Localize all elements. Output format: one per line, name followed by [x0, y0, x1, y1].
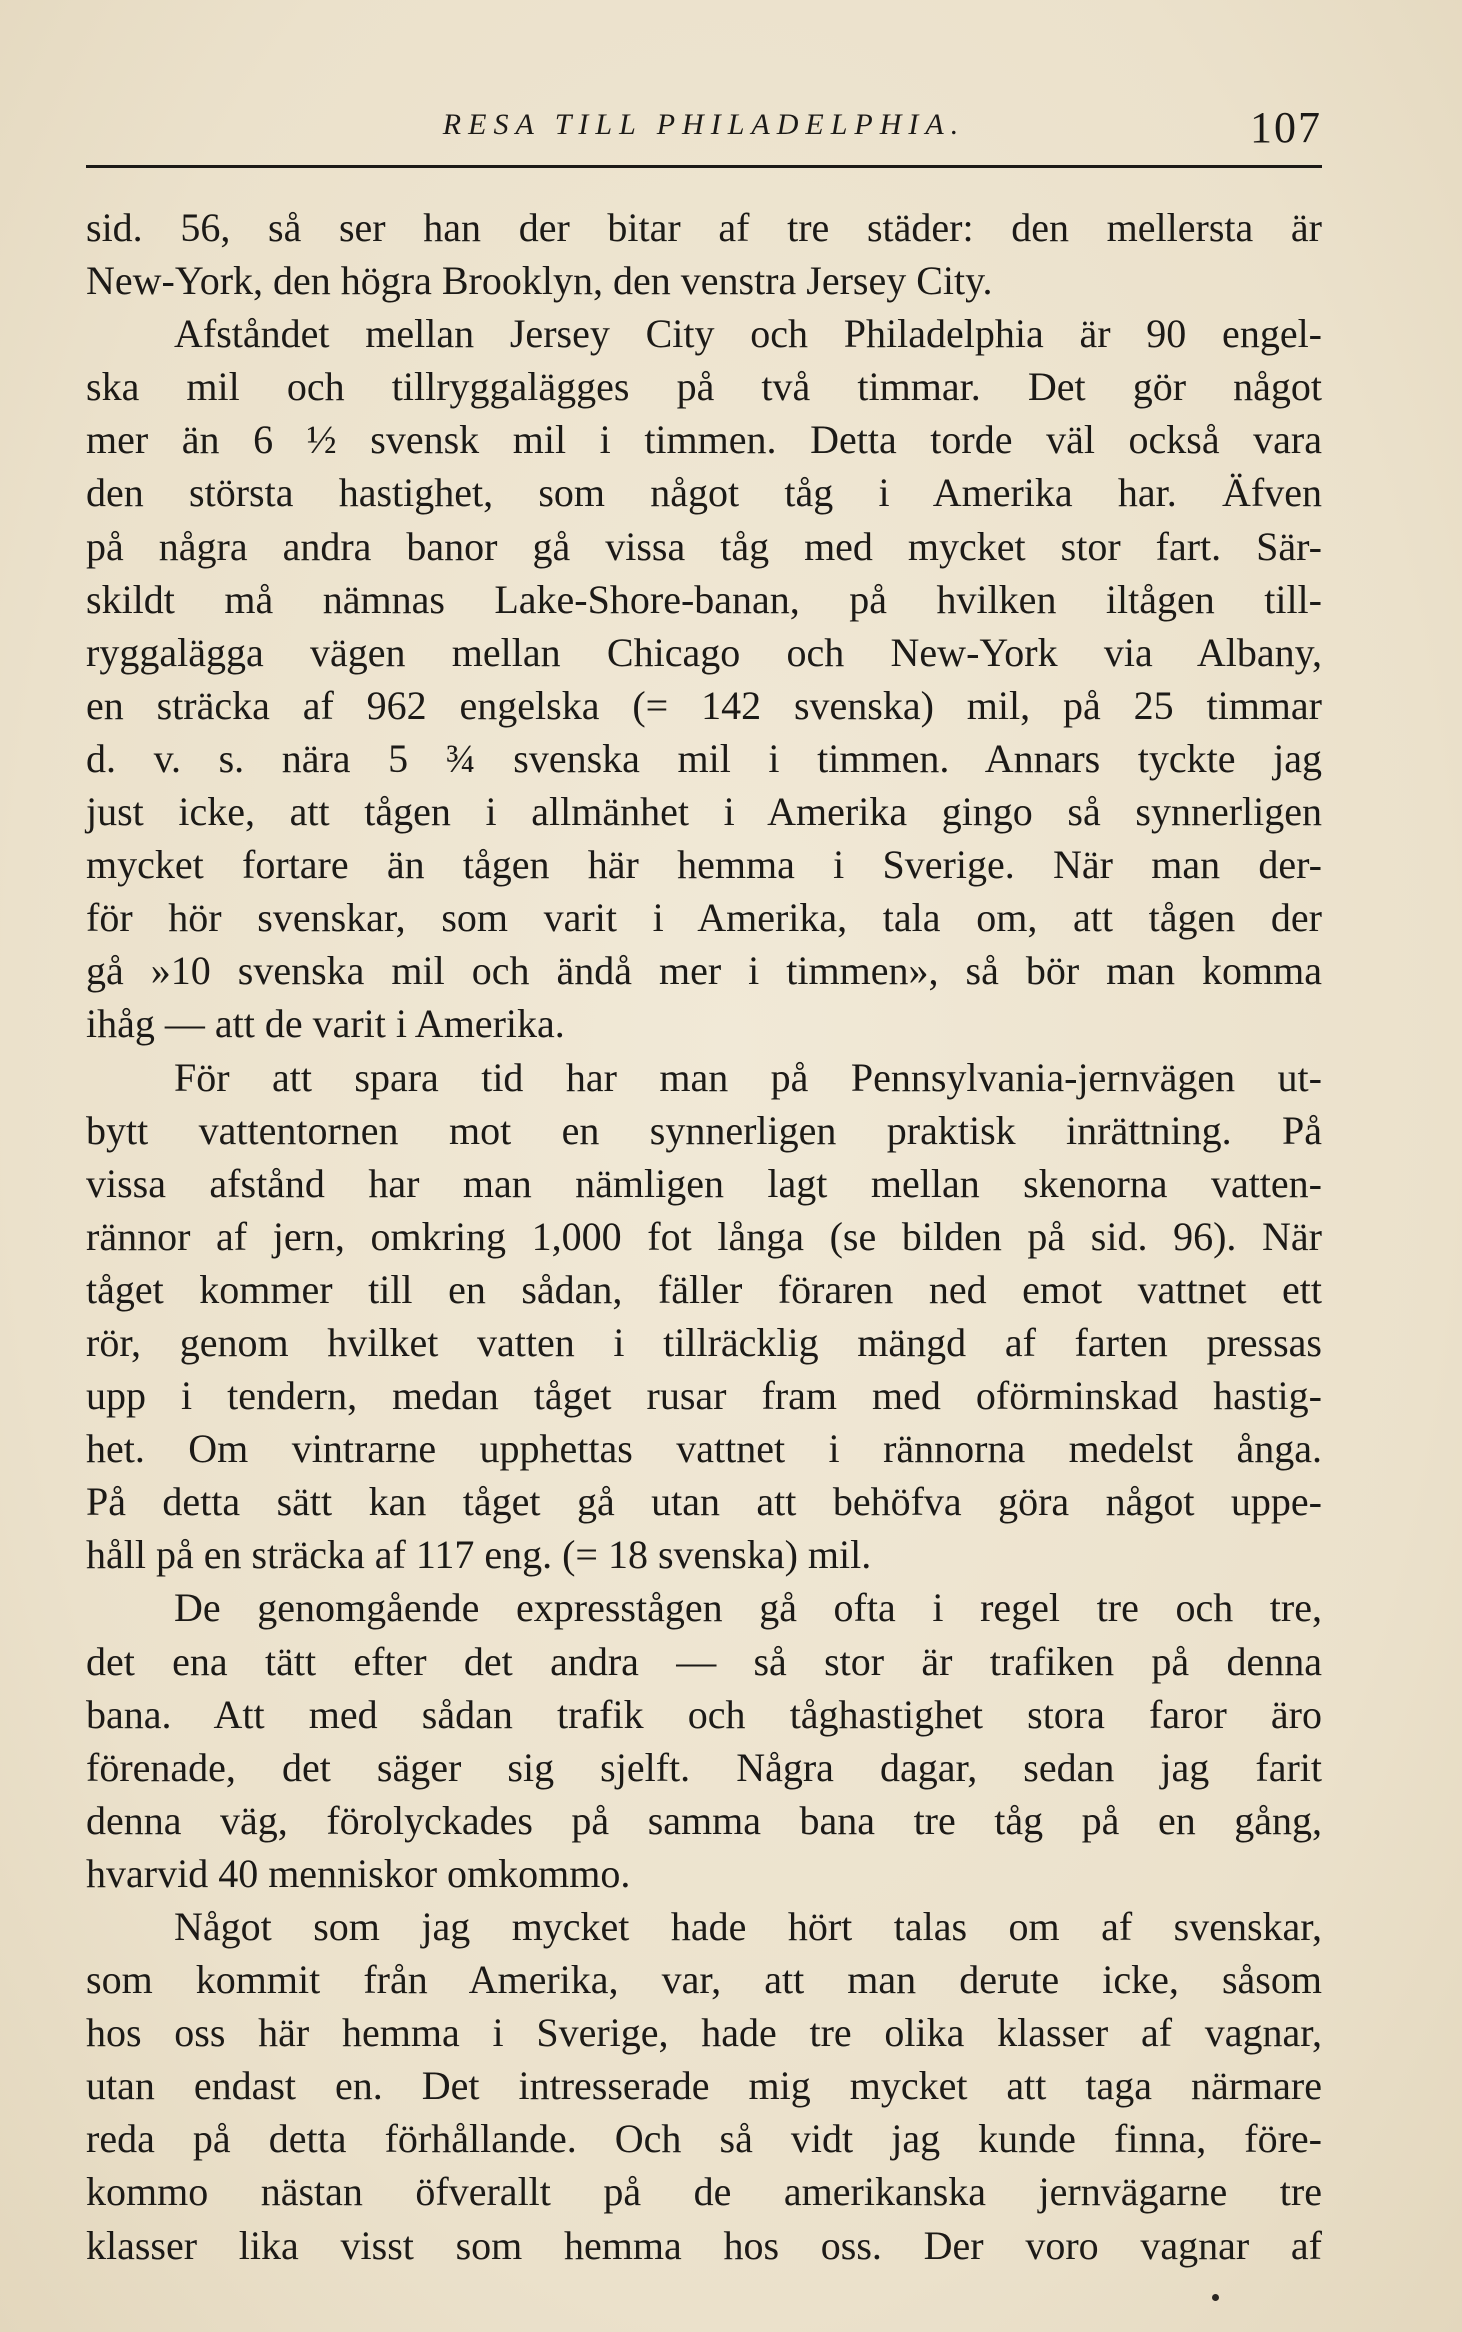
text-line: utan endast en. Det intresserade mig mycket att taga närmare — [86, 2063, 1322, 2109]
text-line: New-York, den högra Brooklyn, den venstra Jersey City. — [86, 258, 993, 304]
text-line: en sträcka af 962 engelska (= 142 svenska) mil, på 25 timmar — [86, 682, 1322, 728]
running-title: RESA TILL PHILADELPHIA. — [442, 108, 966, 141]
text-line: denna väg, förolyckades på samma bana tre tåg på en gång, — [86, 1797, 1322, 1843]
text-line: upp i tendern, medan tåget rusar fram med oförminskad hastig- — [86, 1373, 1322, 1419]
text-line: gå »10 svenska mil och ändå mer i timmen», så bör man komma — [86, 948, 1322, 994]
text-line: För att spara tid har man på Pennsylvania-jernvägen ut- — [174, 1054, 1322, 1100]
text-line: mer än 6 ½ svensk mil i timmen. Detta torde väl också vara — [86, 417, 1322, 463]
text-line: just icke, att tågen i allmänhet i Amerika gingo så synnerligen — [86, 789, 1322, 835]
text-line: förenade, det säger sig sjelft. Några dagar, sedan jag farit — [86, 1744, 1322, 1790]
text-line: De genomgående expresstågen gå ofta i regel tre och tre, — [174, 1585, 1322, 1631]
text-line: på några andra banor gå vissa tåg med mycket stor fart. Sär- — [86, 523, 1322, 569]
text-line: reda på detta förhållande. Och så vidt jag kunde finna, före- — [86, 2116, 1322, 2162]
print-speck — [1212, 2294, 1219, 2301]
text-line: Något som jag mycket hade hört talas om af svenskar, — [174, 1904, 1322, 1949]
text-line: hos oss här hemma i Sverige, hade tre olika klasser af vagnar, — [86, 2010, 1322, 2056]
text-line: den största hastighet, som något tåg i Amerika har. Äfven — [86, 470, 1322, 516]
page-header — [86, 98, 1322, 158]
text-line: rännor af jern, omkring 1,000 fot långa (se bilden på sid. 96). När — [86, 1213, 1322, 1259]
text-line: vissa afstånd har man nämligen lagt mellan skenorna vatten- — [86, 1160, 1322, 1206]
page-number: 107 — [1250, 103, 1322, 152]
text-line: tåget kommer till en sådan, fäller föraren ned emot vattnet ett — [86, 1266, 1322, 1312]
text-line: På detta sätt kan tåget gå utan att behöfva göra något uppe- — [86, 1479, 1322, 1525]
text-line: Afståndet mellan Jersey City och Philadelphia är 90 engel- — [174, 311, 1322, 357]
text-line: mycket fortare än tågen här hemma i Sverige. När man der- — [86, 842, 1322, 888]
text-line: håll på en sträcka af 117 eng. (= 18 svenska) mil. — [86, 1532, 872, 1578]
text-line: ryggalägga vägen mellan Chicago och New-York via Albany, — [86, 629, 1322, 675]
text-line: bana. Att med sådan trafik och tåghastighet stora faror äro — [86, 1691, 1322, 1737]
body-text — [86, 201, 1322, 2272]
text-line: rör, genom hvilket vatten i tillräcklig mängd af farten pressas — [86, 1319, 1322, 1365]
text-line: d. v. s. nära 5 ¾ svenska mil i timmen. Annars tyckte jag — [86, 735, 1322, 781]
text-line: het. Om vintrarne upphettas vattnet i rännorna medelst ånga. — [86, 1426, 1322, 1472]
text-line: kommo nästan öfverallt på de amerikanska jernvägarne tre — [86, 2169, 1322, 2215]
text-line: ihåg — att de varit i Amerika. — [86, 1001, 565, 1047]
text-line: bytt vattentornen mot en synnerligen praktisk inrättning. På — [86, 1107, 1322, 1153]
text-line: hvarvid 40 menniskor omkommo. — [86, 1850, 631, 1896]
header-rule — [86, 165, 1322, 168]
text-line: skildt må nämnas Lake-Shore-banan, på hvilken iltågen till- — [86, 576, 1322, 622]
text-line: för hör svenskar, som varit i Amerika, tala om, att tågen der — [86, 895, 1322, 941]
text-line: det ena tätt efter det andra — så stor är trafiken på denna — [86, 1638, 1322, 1684]
text-line: ska mil och tillryggalägges på två timmar. Det gör något — [86, 364, 1322, 410]
text-line: klasser lika visst som hemma hos oss. Der voro vagnar af — [86, 2222, 1322, 2268]
text-line: sid. 56, så ser han der bitar af tre städer: den mellersta är — [86, 205, 1322, 250]
text-line: som kommit från Amerika, var, att man derute icke, såsom — [86, 1957, 1322, 2003]
